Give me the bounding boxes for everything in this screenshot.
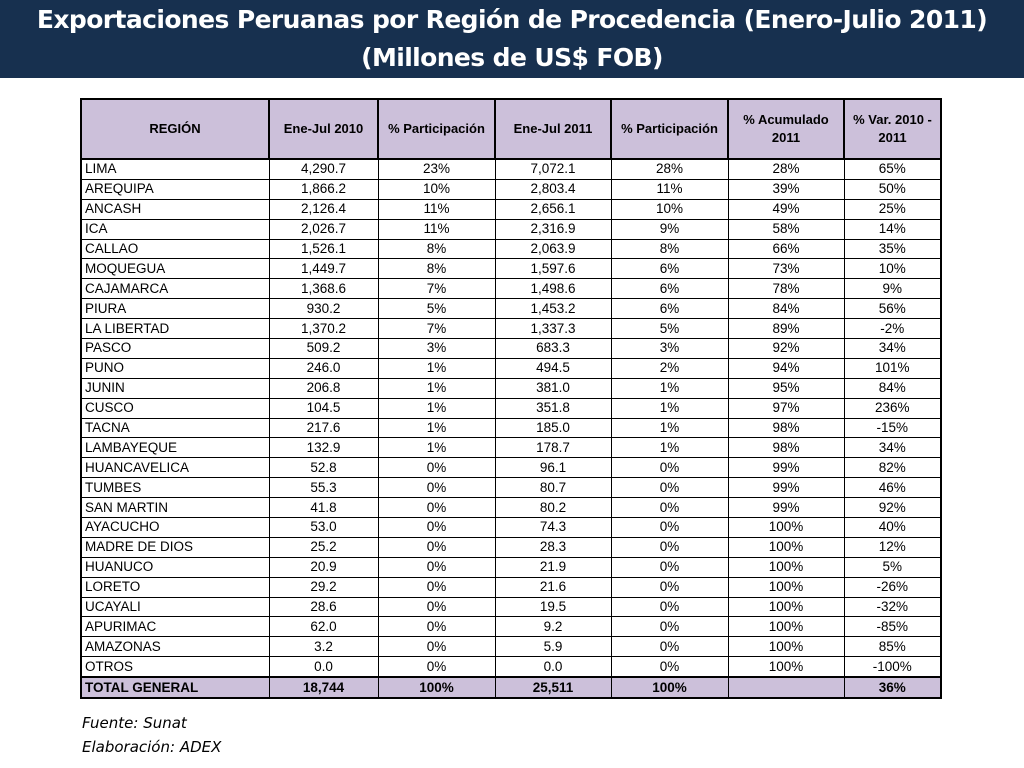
cell-region: UCAYALI <box>81 597 269 617</box>
cell-exports-2010: 29.2 <box>269 577 378 597</box>
cell-region: AMAZONAS <box>81 637 269 657</box>
cell-exports-2011: 0.0 <box>495 657 611 677</box>
column-header-share-2011: % Participación <box>611 99 728 159</box>
cell-share-2011: 11% <box>611 179 728 199</box>
cell-share-2010: 10% <box>378 179 495 199</box>
total-label: TOTAL GENERAL <box>81 677 269 698</box>
cell-variation: 92% <box>844 498 941 518</box>
cell-exports-2011: 1,337.3 <box>495 319 611 339</box>
total-2011: 25,511 <box>495 677 611 698</box>
cell-share-2010: 7% <box>378 319 495 339</box>
cell-share-2011: 0% <box>611 657 728 677</box>
cell-share-2011: 1% <box>611 418 728 438</box>
cell-share-2010: 8% <box>378 259 495 279</box>
cell-cumulative-2011: 98% <box>728 438 844 458</box>
cell-exports-2011: 2,656.1 <box>495 199 611 219</box>
cell-region: JUNIN <box>81 378 269 398</box>
total-row <box>81 677 941 698</box>
cell-exports-2010: 20.9 <box>269 557 378 577</box>
cell-cumulative-2011: 39% <box>728 179 844 199</box>
cell-share-2011: 2% <box>611 358 728 378</box>
cell-share-2011: 0% <box>611 537 728 557</box>
cell-variation: -100% <box>844 657 941 677</box>
table-row <box>81 577 941 597</box>
cell-exports-2011: 381.0 <box>495 378 611 398</box>
cell-share-2011: 9% <box>611 219 728 239</box>
cell-share-2011: 1% <box>611 378 728 398</box>
total-variation: 36% <box>844 677 941 698</box>
cell-variation: 46% <box>844 478 941 498</box>
cell-variation: 34% <box>844 438 941 458</box>
cell-cumulative-2011: 58% <box>728 219 844 239</box>
cell-variation: 25% <box>844 199 941 219</box>
cell-variation: 82% <box>844 458 941 478</box>
cell-cumulative-2011: 84% <box>728 299 844 319</box>
cell-share-2010: 0% <box>378 577 495 597</box>
table-row <box>81 358 941 378</box>
cell-share-2011: 28% <box>611 159 728 179</box>
cell-share-2010: 0% <box>378 557 495 577</box>
table-row <box>81 537 941 557</box>
table-row <box>81 617 941 637</box>
cell-variation: 34% <box>844 339 941 359</box>
cell-share-2010: 0% <box>378 498 495 518</box>
cell-exports-2010: 1,866.2 <box>269 179 378 199</box>
table-row <box>81 179 941 199</box>
cell-share-2011: 1% <box>611 438 728 458</box>
cell-variation: 9% <box>844 279 941 299</box>
table-row <box>81 597 941 617</box>
cell-share-2010: 8% <box>378 239 495 259</box>
cell-cumulative-2011: 97% <box>728 398 844 418</box>
cell-region: AREQUIPA <box>81 179 269 199</box>
cell-exports-2011: 1,453.2 <box>495 299 611 319</box>
cell-variation: 56% <box>844 299 941 319</box>
table-row <box>81 637 941 657</box>
cell-exports-2011: 178.7 <box>495 438 611 458</box>
cell-cumulative-2011: 49% <box>728 199 844 219</box>
cell-share-2011: 0% <box>611 458 728 478</box>
cell-variation: 85% <box>844 637 941 657</box>
total-cumulative-2011 <box>728 677 844 698</box>
column-header-cumulative-2011: % Acumulado 2011 <box>728 99 844 159</box>
cell-variation: 5% <box>844 557 941 577</box>
cell-cumulative-2011: 100% <box>728 637 844 657</box>
cell-share-2011: 5% <box>611 319 728 339</box>
cell-exports-2010: 246.0 <box>269 358 378 378</box>
table-row <box>81 319 941 339</box>
cell-exports-2011: 80.7 <box>495 478 611 498</box>
cell-exports-2011: 28.3 <box>495 537 611 557</box>
cell-exports-2010: 52.8 <box>269 458 378 478</box>
cell-cumulative-2011: 98% <box>728 418 844 438</box>
cell-variation: -26% <box>844 577 941 597</box>
cell-region: LIMA <box>81 159 269 179</box>
cell-share-2010: 23% <box>378 159 495 179</box>
cell-exports-2011: 9.2 <box>495 617 611 637</box>
page-title: Exportaciones Peruanas por Región de Procedencia (Enero-Julio 2011) <box>36 5 988 34</box>
cell-region: OTROS <box>81 657 269 677</box>
cell-region: CAJAMARCA <box>81 279 269 299</box>
total-2010: 18,744 <box>269 677 378 698</box>
cell-exports-2010: 41.8 <box>269 498 378 518</box>
cell-share-2011: 6% <box>611 299 728 319</box>
cell-exports-2011: 21.6 <box>495 577 611 597</box>
table-body <box>81 159 941 698</box>
table-row <box>81 557 941 577</box>
table-row <box>81 159 941 179</box>
cell-variation: 10% <box>844 259 941 279</box>
cell-cumulative-2011: 100% <box>728 537 844 557</box>
cell-share-2011: 6% <box>611 259 728 279</box>
cell-variation: -15% <box>844 418 941 438</box>
table-row <box>81 478 941 498</box>
cell-share-2010: 0% <box>378 458 495 478</box>
cell-exports-2010: 0.0 <box>269 657 378 677</box>
column-header-region: REGIÓN <box>81 99 269 159</box>
cell-share-2010: 1% <box>378 418 495 438</box>
cell-variation: 65% <box>844 159 941 179</box>
cell-region: PASCO <box>81 339 269 359</box>
cell-exports-2011: 494.5 <box>495 358 611 378</box>
column-header-share-2010: % Participación <box>378 99 495 159</box>
cell-share-2010: 0% <box>378 537 495 557</box>
cell-exports-2011: 683.3 <box>495 339 611 359</box>
cell-share-2011: 0% <box>611 557 728 577</box>
total-share-2010: 100% <box>378 677 495 698</box>
cell-exports-2010: 1,368.6 <box>269 279 378 299</box>
cell-share-2011: 6% <box>611 279 728 299</box>
cell-share-2011: 0% <box>611 617 728 637</box>
table-row <box>81 518 941 538</box>
cell-exports-2010: 509.2 <box>269 339 378 359</box>
cell-share-2010: 0% <box>378 657 495 677</box>
cell-variation: 101% <box>844 358 941 378</box>
cell-share-2010: 1% <box>378 438 495 458</box>
cell-share-2010: 1% <box>378 378 495 398</box>
cell-variation: 12% <box>844 537 941 557</box>
table-row <box>81 378 941 398</box>
cell-exports-2011: 19.5 <box>495 597 611 617</box>
cell-share-2011: 0% <box>611 518 728 538</box>
cell-exports-2010: 2,026.7 <box>269 219 378 239</box>
exports-table <box>80 98 942 699</box>
cell-region: ANCASH <box>81 199 269 219</box>
cell-exports-2011: 7,072.1 <box>495 159 611 179</box>
cell-exports-2011: 80.2 <box>495 498 611 518</box>
cell-share-2010: 1% <box>378 358 495 378</box>
table-header-row <box>81 99 941 159</box>
cell-cumulative-2011: 28% <box>728 159 844 179</box>
table-row <box>81 418 941 438</box>
cell-share-2011: 10% <box>611 199 728 219</box>
cell-share-2010: 0% <box>378 617 495 637</box>
cell-variation: 50% <box>844 179 941 199</box>
cell-cumulative-2011: 99% <box>728 478 844 498</box>
cell-cumulative-2011: 66% <box>728 239 844 259</box>
cell-share-2011: 0% <box>611 597 728 617</box>
cell-share-2010: 0% <box>378 518 495 538</box>
cell-region: MOQUEGUA <box>81 259 269 279</box>
cell-exports-2010: 55.3 <box>269 478 378 498</box>
cell-region: LAMBAYEQUE <box>81 438 269 458</box>
cell-region: SAN MARTIN <box>81 498 269 518</box>
footer-notes <box>82 711 221 759</box>
table-row <box>81 339 941 359</box>
cell-share-2010: 11% <box>378 219 495 239</box>
table-row <box>81 239 941 259</box>
cell-region: ICA <box>81 219 269 239</box>
cell-cumulative-2011: 92% <box>728 339 844 359</box>
cell-share-2011: 3% <box>611 339 728 359</box>
cell-cumulative-2011: 100% <box>728 577 844 597</box>
cell-share-2010: 7% <box>378 279 495 299</box>
cell-exports-2011: 351.8 <box>495 398 611 418</box>
cell-exports-2011: 2,063.9 <box>495 239 611 259</box>
cell-share-2010: 3% <box>378 339 495 359</box>
column-header-2011: Ene-Jul 2011 <box>495 99 611 159</box>
cell-exports-2011: 2,316.9 <box>495 219 611 239</box>
credit-note: Elaboración: ADEX <box>82 738 222 756</box>
cell-cumulative-2011: 99% <box>728 498 844 518</box>
cell-exports-2011: 185.0 <box>495 418 611 438</box>
total-share-2011: 100% <box>611 677 728 698</box>
cell-exports-2010: 1,449.7 <box>269 259 378 279</box>
cell-region: PIURA <box>81 299 269 319</box>
cell-exports-2010: 217.6 <box>269 418 378 438</box>
title-banner <box>0 0 1024 78</box>
cell-share-2010: 0% <box>378 478 495 498</box>
cell-share-2010: 0% <box>378 597 495 617</box>
cell-exports-2010: 53.0 <box>269 518 378 538</box>
cell-exports-2011: 1,597.6 <box>495 259 611 279</box>
cell-cumulative-2011: 100% <box>728 557 844 577</box>
cell-region: PUNO <box>81 358 269 378</box>
cell-exports-2010: 3.2 <box>269 637 378 657</box>
cell-exports-2010: 62.0 <box>269 617 378 637</box>
cell-cumulative-2011: 95% <box>728 378 844 398</box>
cell-cumulative-2011: 89% <box>728 319 844 339</box>
cell-exports-2010: 25.2 <box>269 537 378 557</box>
cell-exports-2011: 21.9 <box>495 557 611 577</box>
cell-exports-2010: 28.6 <box>269 597 378 617</box>
cell-exports-2010: 930.2 <box>269 299 378 319</box>
cell-share-2010: 1% <box>378 398 495 418</box>
cell-variation: 236% <box>844 398 941 418</box>
column-header-2010: Ene-Jul 2010 <box>269 99 378 159</box>
cell-cumulative-2011: 99% <box>728 458 844 478</box>
cell-cumulative-2011: 78% <box>728 279 844 299</box>
table-row <box>81 438 941 458</box>
table-row <box>81 498 941 518</box>
cell-share-2011: 0% <box>611 637 728 657</box>
cell-region: HUANUCO <box>81 557 269 577</box>
cell-exports-2011: 74.3 <box>495 518 611 538</box>
cell-variation: 84% <box>844 378 941 398</box>
table-row <box>81 259 941 279</box>
cell-cumulative-2011: 100% <box>728 597 844 617</box>
table-row <box>81 219 941 239</box>
table-row <box>81 398 941 418</box>
cell-share-2011: 8% <box>611 239 728 259</box>
cell-share-2010: 5% <box>378 299 495 319</box>
cell-exports-2011: 5.9 <box>495 637 611 657</box>
table-row <box>81 199 941 219</box>
cell-cumulative-2011: 100% <box>728 518 844 538</box>
cell-variation: -85% <box>844 617 941 637</box>
cell-exports-2010: 2,126.4 <box>269 199 378 219</box>
cell-share-2011: 1% <box>611 398 728 418</box>
page-subtitle: (Millones de US$ FOB) <box>361 43 663 72</box>
cell-exports-2010: 1,370.2 <box>269 319 378 339</box>
column-header-variation: % Var. 2010 - 2011 <box>844 99 941 159</box>
cell-region: CUSCO <box>81 398 269 418</box>
cell-exports-2010: 132.9 <box>269 438 378 458</box>
table-row <box>81 458 941 478</box>
cell-region: TUMBES <box>81 478 269 498</box>
source-note: Fuente: Sunat <box>82 714 187 732</box>
cell-cumulative-2011: 73% <box>728 259 844 279</box>
cell-exports-2010: 206.8 <box>269 378 378 398</box>
cell-share-2011: 0% <box>611 577 728 597</box>
cell-region: APURIMAC <box>81 617 269 637</box>
cell-share-2011: 0% <box>611 478 728 498</box>
cell-region: MADRE DE DIOS <box>81 537 269 557</box>
cell-cumulative-2011: 100% <box>728 657 844 677</box>
cell-exports-2011: 2,803.4 <box>495 179 611 199</box>
cell-variation: 40% <box>844 518 941 538</box>
cell-region: AYACUCHO <box>81 518 269 538</box>
table-row <box>81 299 941 319</box>
cell-cumulative-2011: 100% <box>728 617 844 637</box>
cell-exports-2010: 104.5 <box>269 398 378 418</box>
cell-variation: -2% <box>844 319 941 339</box>
cell-region: TACNA <box>81 418 269 438</box>
cell-share-2011: 0% <box>611 498 728 518</box>
cell-region: CALLAO <box>81 239 269 259</box>
cell-region: HUANCAVELICA <box>81 458 269 478</box>
cell-cumulative-2011: 94% <box>728 358 844 378</box>
cell-exports-2010: 4,290.7 <box>269 159 378 179</box>
cell-variation: 14% <box>844 219 941 239</box>
table-row <box>81 657 941 677</box>
cell-region: LORETO <box>81 577 269 597</box>
cell-share-2010: 0% <box>378 637 495 657</box>
cell-variation: -32% <box>844 597 941 617</box>
cell-variation: 35% <box>844 239 941 259</box>
cell-region: LA LIBERTAD <box>81 319 269 339</box>
table-row <box>81 279 941 299</box>
cell-exports-2010: 1,526.1 <box>269 239 378 259</box>
cell-exports-2011: 96.1 <box>495 458 611 478</box>
cell-exports-2011: 1,498.6 <box>495 279 611 299</box>
cell-share-2010: 11% <box>378 199 495 219</box>
